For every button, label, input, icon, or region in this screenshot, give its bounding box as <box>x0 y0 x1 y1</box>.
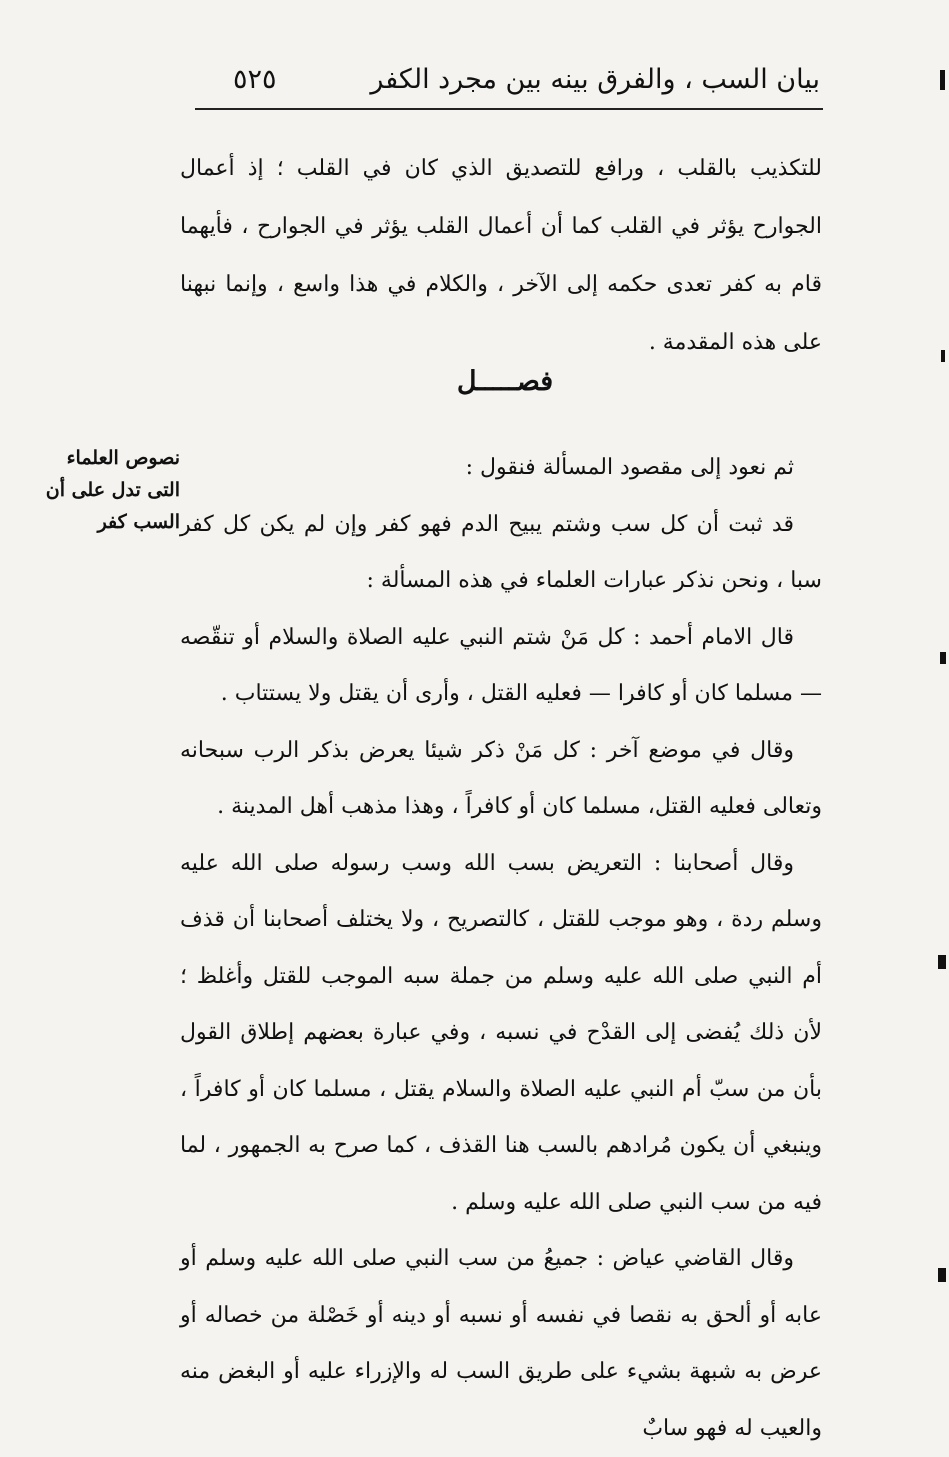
scan-mark <box>938 1268 946 1282</box>
paragraph: وقال القاضي عياض : جميعُ من سب النبي صلى الله عليه وسلم أو عابه أو ألحق به نقصا في نفسه أو نسبه أو دينه أو خَصْلة من خصاله أو عرض به شبهة بشيء على طريق السب له والإزراء عليه أو البغض منه والعيب له فهو سابٌ <box>180 1246 822 1441</box>
scan-mark <box>940 652 946 664</box>
page-number: ٥٢٥ <box>233 64 277 95</box>
section-title: فصـــــل <box>456 366 554 397</box>
page-header <box>195 58 820 108</box>
paragraph: قد ثبت أن كل سب وشتم يبيح الدم فهو كفر وإن لم يكن كل كفر سبا ، ونحن نذكر عبارات العلماء في هذه المسألة : <box>180 511 822 593</box>
scan-mark <box>940 70 945 90</box>
header-rule <box>195 108 823 110</box>
main-text <box>180 440 822 1457</box>
running-head: بيان السب ، والفرق بينه بين مجرد الكفر <box>370 64 820 95</box>
paragraph: وقال في موضع آخر : كل مَنْ ذكر شيئا يعرض بذكر الرب سبحانه وتعالى فعليه القتل، مسلما كان أو كافراً ، وهذا مذهب أهل المدينة . <box>180 737 822 819</box>
intro-block <box>180 140 822 372</box>
intro-paragraph: للتكذيب بالقلب ، ورافع للتصديق الذي كان في القلب ؛ إذ أعمال الجوارح يؤثر في القلب كما أن أعمال القلب يؤثر في الجوارح ، فأيهما قام به كفر تعدى حكمه إلى الآخر ، والكلام في هذا واسع ، وإنما نبهنا على هذه المقدمة . <box>180 156 822 355</box>
paragraph: ثم نعود إلى مقصود المسألة فنقول : <box>465 455 794 480</box>
paragraph: قال الامام أحمد : كل مَنْ شتم النبي عليه الصلاة والسلام أو تنقّصه — مسلما كان أو كافرا — فعليه القتل ، وأرى أن يقتل ولا يستتاب . <box>180 624 822 706</box>
scan-mark <box>941 350 945 362</box>
margin-note: نصوص العلماء التى تدل على أن السب كفر <box>45 447 180 533</box>
scan-mark <box>938 955 946 969</box>
paragraph: وقال أصحابنا : التعريض بسب الله وسب رسوله صلى الله عليه وسلم ردة ، وهو موجب للقتل ، كالتصريح ، ولا يختلف أصحابنا أن قذف أم النبي صلى الله عليه وسلم من جملة سبه الموجب للقتل وأغلظ ؛ لأن ذلك يُفضى إلى القدْح في نسبه ، وفي عبارة بعضهم إطلاق القول بأن من سبّ أم النبي عليه الصلاة والسلام يقتل ، مسلما كان أو كافراً ، وينبغي أن يكون مُرادهم بالسب هنا القذف ، كما صرح به الجمهور ، لما فيه من سب النبي صلى الله عليه وسلم . <box>180 850 822 1215</box>
